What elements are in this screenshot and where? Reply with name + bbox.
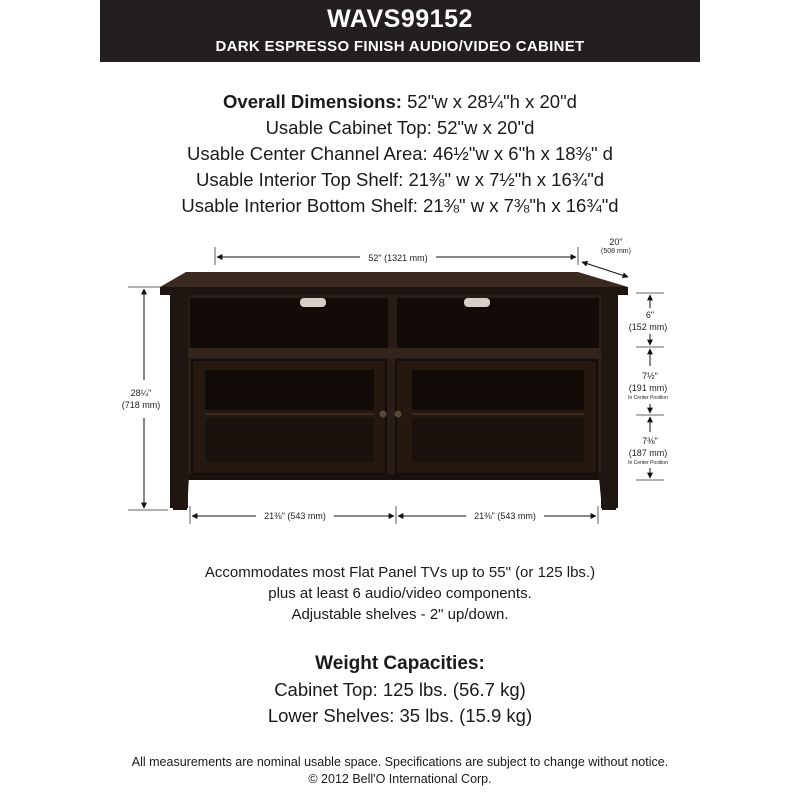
overall-dimensions-label: Overall Dimensions: — [223, 91, 402, 112]
right-bay-width: 21⅜" (543 mm) — [474, 511, 536, 521]
weight-cabinet-top: Cabinet Top: 125 lbs. (56.7 kg) — [274, 679, 526, 700]
right-dimensions — [628, 293, 668, 480]
height-label-in: 28¼" — [130, 388, 152, 398]
left-door — [192, 360, 386, 474]
cabinet-left-side — [170, 295, 188, 508]
center-divider — [388, 298, 397, 348]
height-label-mm: (718 mm) — [121, 400, 161, 410]
center-height-in: 6" — [645, 310, 655, 320]
left-knob — [380, 411, 387, 418]
center-height-mm: (152 mm) — [628, 322, 668, 332]
depth-dimension — [582, 237, 631, 277]
capacity-notes — [0, 562, 800, 625]
cabinet-base — [188, 474, 601, 480]
cabinet-right-side — [601, 295, 618, 508]
left-leg — [170, 477, 189, 510]
usable-center-channel: Usable Center Channel Area: 46½"w x 6"h x 18⅜" d — [187, 143, 613, 164]
right-leg — [599, 477, 618, 510]
cabinet-top-edge — [160, 287, 628, 295]
overall-dimensions-value: 52"w x 28¼"h x 20"d — [407, 91, 577, 112]
right-door — [396, 360, 597, 474]
bottom-shelf-note: In Center Position — [628, 460, 668, 466]
cabinet-illustration — [160, 272, 628, 510]
right-knob — [395, 411, 402, 418]
cable-cutout-right — [464, 298, 490, 307]
copyright-text: © 2012 Bell'O International Corp. — [308, 772, 492, 786]
note-tv-size: Accommodates most Flat Panel TVs up to 55" (or 125 lbs.) — [204, 564, 596, 581]
usable-bottom-shelf: Usable Interior Bottom Shelf: 21⅜" w x 7⅜"h x 16¾"d — [181, 195, 619, 216]
note-components: plus at least 6 audio/video components. — [268, 585, 532, 602]
weight-capacities — [0, 651, 800, 729]
cable-cutout-left — [300, 298, 326, 307]
top-shelf-height-mm: (191 mm) — [628, 383, 668, 393]
disclaimer-text: All measurements are nominal usable space. Specifications are subject to change without notice. — [131, 755, 669, 769]
usable-top-shelf: Usable Interior Top Shelf: 21⅜" w x 7½"h x 16¾"d — [195, 169, 605, 190]
top-shelf-note: In Center Position — [628, 395, 668, 401]
weight-lower-shelves: Lower Shelves: 35 lbs. (15.9 kg) — [267, 705, 533, 726]
weight-heading: Weight Capacities: — [315, 653, 485, 674]
dimensions-block — [0, 89, 800, 219]
product-subtitle: DARK ESPRESSO FINISH AUDIO/VIDEO CABINET — [215, 38, 585, 55]
title-banner — [100, 0, 700, 62]
center-channel-left — [190, 298, 388, 348]
note-shelves: Adjustable shelves - 2" up/down. — [291, 606, 509, 623]
bottom-shelf-height-mm: (187 mm) — [628, 448, 668, 458]
height-dimension — [122, 287, 168, 510]
depth-label-in: 20" — [609, 237, 623, 247]
model-number: WAVS99152 — [327, 5, 473, 33]
cabinet-diagram — [0, 228, 800, 528]
overall-dimensions — [0, 89, 800, 115]
top-shelf-height-in: 7½" — [642, 371, 658, 381]
bottom-shelf-height-in: 7⅜" — [642, 436, 658, 446]
depth-label-mm: (508 mm) — [601, 248, 631, 255]
center-channel-right — [397, 298, 599, 348]
left-bay-width: 21⅜" (543 mm) — [264, 511, 326, 521]
width-dimension — [215, 247, 578, 265]
usable-cabinet-top: Usable Cabinet Top: 52"w x 20"d — [265, 117, 535, 138]
bottom-width-dimensions — [190, 506, 598, 524]
shelf-rail — [188, 348, 601, 358]
width-label: 52" (1321 mm) — [368, 253, 428, 263]
footer — [0, 754, 800, 788]
